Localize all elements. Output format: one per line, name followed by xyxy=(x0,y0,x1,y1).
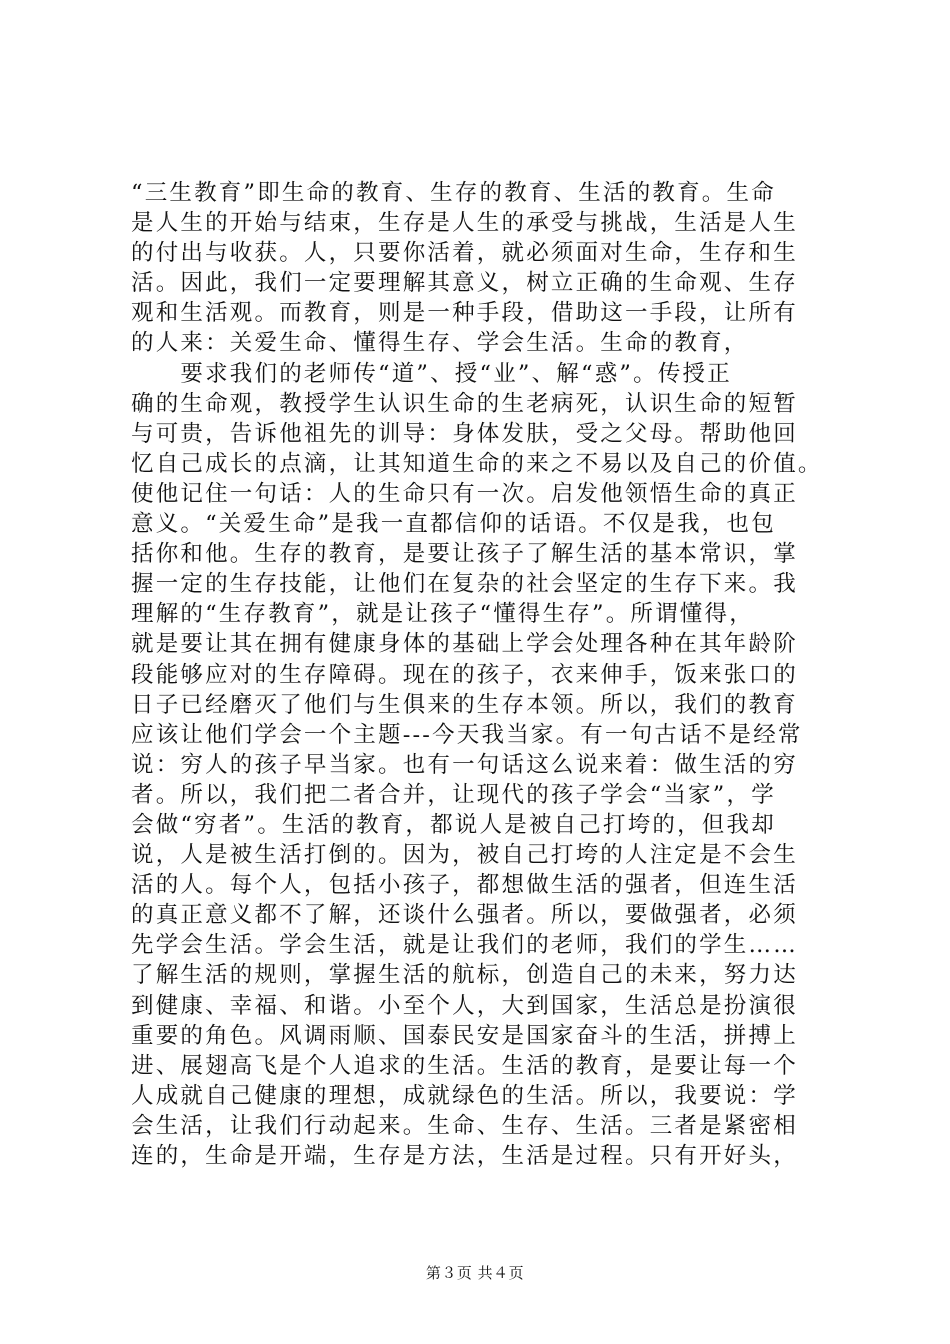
text-line: 就是要让其在拥有健康身体的基础上学会处理各种在其年龄阶 xyxy=(131,631,798,658)
text-line: 先学会生活。学会生活，就是让我们的老师，我们的学生…… xyxy=(131,932,798,959)
text-line: 括你和他。生存的教育，是要让孩子了解生活的基本常识，掌 xyxy=(131,541,798,568)
text-line: 进、展翅高飞是个人追求的生活。生活的教育，是要让每一个 xyxy=(131,1052,798,1079)
text-line: 段能够应对的生存障碍。现在的孩子，衣来伸手，饭来张口的 xyxy=(131,661,798,688)
text-line: 意义。“关爱生命”是我一直都信仰的话语。不仅是我，也包 xyxy=(131,511,776,538)
text-line: 会做“穷者”。生活的教育，都说人是被自己打垮的，但我却 xyxy=(131,811,776,838)
text-line: 确的生命观，教授学生认识生命的生老病死，认识生命的短暂 xyxy=(131,390,798,417)
text-line: 是人生的开始与结束，生存是人生的承受与挑战，生活是人生 xyxy=(131,210,798,237)
text-line: 应该让他们学会一个主题---今天我当家。有一句古话不是经常 xyxy=(131,721,803,748)
text-line: 要求我们的老师传“道”、授“业”、解“惑”。传授正 xyxy=(131,360,732,387)
text-line: 了解生活的规则，掌握生活的航标，创造自己的未来，努力达 xyxy=(131,962,798,989)
text-line: 使他记住一句话：人的生命只有一次。启发他领悟生命的真正 xyxy=(131,480,798,507)
text-line: 与可贵，告诉他祖先的训导：身体发肤，受之父母。帮助他回 xyxy=(131,420,798,447)
text-line: 说，人是被生活打倒的。因为，被自己打垮的人注定是不会生 xyxy=(131,842,798,869)
text-line: 说：穷人的孩子早当家。也有一句话这么说来着：做生活的穷 xyxy=(131,751,798,778)
text-line: 者。所以，我们把二者合并，让现代的孩子学会“当家”，学 xyxy=(131,781,776,808)
text-line: 到健康、幸福、和谐。小至个人，大到国家，生活总是扮演很 xyxy=(131,992,798,1019)
text-line: “三生教育”即生命的教育、生存的教育、生活的教育。生命 xyxy=(131,180,776,206)
text-line: 握一定的生存技能，让他们在复杂的社会坚定的生存下来。我 xyxy=(131,571,798,598)
text-line: 活的人。每个人，包括小孩子，都想做生活的强者，但连生活 xyxy=(131,872,798,899)
text-line: 活。因此，我们一定要理解其意义，树立正确的生命观、生存 xyxy=(131,270,798,297)
text-line: 的付出与收获。人，只要你活着，就必须面对生命，生存和生 xyxy=(131,240,798,267)
text-line: 理解的“生存教育”，就是让孩子“懂得生存”。所谓懂得， xyxy=(131,601,754,628)
text-line: 日子已经磨灭了他们与生俱来的生存本领。所以，我们的教育 xyxy=(131,691,798,718)
text-line: 会生活，让我们行动起来。生命、生存、生活。三者是紧密相 xyxy=(131,1112,798,1139)
text-line: 人成就自己健康的理想，成就绿色的生活。所以，我要说：学 xyxy=(131,1082,798,1109)
text-line: 重要的角色。风调雨顺、国泰民安是国家奋斗的生活，拼搏上 xyxy=(131,1022,798,1049)
text-line: 的真正意义都不了解，还谈什么强者。所以，要做强者，必须 xyxy=(131,902,798,929)
text-line: 忆自己成长的点滴，让其知道生命的来之不易以及自己的价值。 xyxy=(131,450,823,477)
text-line: 观和生活观。而教育，则是一种手段，借助这一手段，让所有 xyxy=(131,300,798,327)
text-line: 连的，生命是开端，生存是方法，生活是过程。只有开好头， xyxy=(131,1143,798,1169)
page-footer: 第３页 共４页 xyxy=(425,1264,525,1282)
text-line: 的人来：关爱生命、懂得生存、学会生活。生命的教育， xyxy=(131,330,749,357)
body-text xyxy=(131,178,831,1171)
